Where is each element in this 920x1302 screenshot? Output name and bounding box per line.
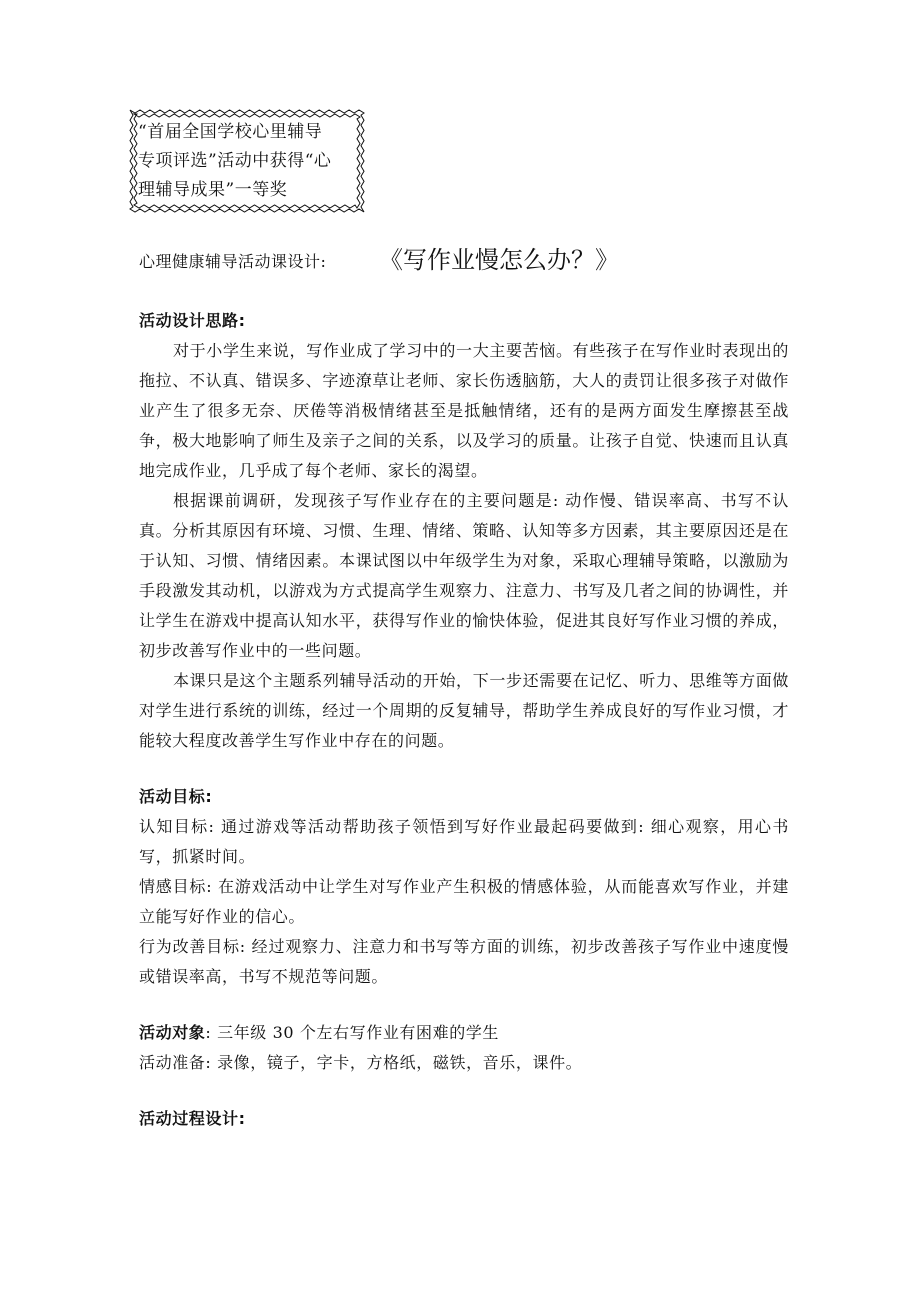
design-idea-paragraph-2: 根据课前调研，发现孩子写作业存在的主要问题是: 动作慢、错误率高、书写不认真。分析其原因有环境、习惯、生理、情绪、策略、认知等多方因素，其主要原因还是在于认知、习惯、情绪因素。本课试图以中年级学生为对象，采取心理辅导策略，以激励为手段激发其动机，以游戏为方式提高学生观察力、注意力、书写及几者之间的协调性，并让学生在游戏中提高认知水平，获得写作业的愉快体验，促进其良好写作业习惯的养成，初步改善写作业中的一些问题。 xyxy=(139,491,789,660)
activity-prep: 活动准备: 录像，镜子，字卡，方格纸，磁铁，音乐，课件。 xyxy=(139,1053,583,1072)
spacer xyxy=(139,992,789,1018)
document-body xyxy=(139,306,789,1134)
design-idea-paragraph-3: 本课只是这个主题系列辅导活动的开始，下一步还需要在记忆、听力、思维等方面做对学生进行系统的训练，经过一个周期的反复辅导，帮助学生养成良好的写作业习惯，才能较大程度改善学生写作业中存在的问题。 xyxy=(139,671,789,750)
spacer xyxy=(139,1078,789,1104)
design-idea-heading: 活动设计思路: xyxy=(139,311,246,330)
spacer xyxy=(139,756,789,782)
process-heading: 活动过程设计: xyxy=(139,1109,246,1128)
award-line-3: 理辅导成果”一等奖 xyxy=(138,180,288,200)
design-idea-paragraph-1: 对于小学生来说，写作业成了学习中的一大主要苦恼。有些孩子在写作业时表现出的拖拉、不认真、错误多、字迹潦草让老师、家长伤透脑筋，大人的责罚让很多孩子对做作业产生了很多无奈、厌倦等消极情绪甚至是抵触情绪，还有的是两方面发生摩擦甚至战争，极大地影响了师生及亲子之间的关系，以及学习的质量。让孩子自觉、快速而且认真地完成作业，几乎成了每个老师、家长的渴望。 xyxy=(139,341,789,480)
goal-cognitive: 认知目标: 通过游戏等活动帮助孩子领悟到写好作业最起码要做到: 细心观察，用心书写，抓紧时间。 xyxy=(139,817,789,866)
award-text xyxy=(138,118,360,205)
award-line-1: “首届全国学校心里辅导 xyxy=(138,122,323,142)
goal-behavior: 行为改善目标: 经过观察力、注意力和书写等方面的训练，初步改善孩子写作业中速度慢或错误率高，书写不规范等问题。 xyxy=(139,937,789,986)
page-title: 《写作业慢怎么办？》 xyxy=(379,246,619,274)
goals-heading: 活动目标: xyxy=(139,787,213,806)
award-box xyxy=(128,108,366,214)
title-prefix: 心理健康辅导活动课设计: xyxy=(139,252,327,271)
title-line xyxy=(139,240,839,280)
activity-target-value: : 三年级 30 个左右写作业有困难的学生 xyxy=(205,1023,500,1042)
goal-emotional: 情感目标: 在游戏活动中让学生对写作业产生积极的情感体验，从而能喜欢写作业，并建立能写好作业的信心。 xyxy=(139,877,789,926)
award-line-2: 专项评选”活动中获得“心 xyxy=(138,151,332,171)
activity-target xyxy=(139,1018,789,1048)
activity-target-label: 活动对象 xyxy=(139,1023,206,1042)
